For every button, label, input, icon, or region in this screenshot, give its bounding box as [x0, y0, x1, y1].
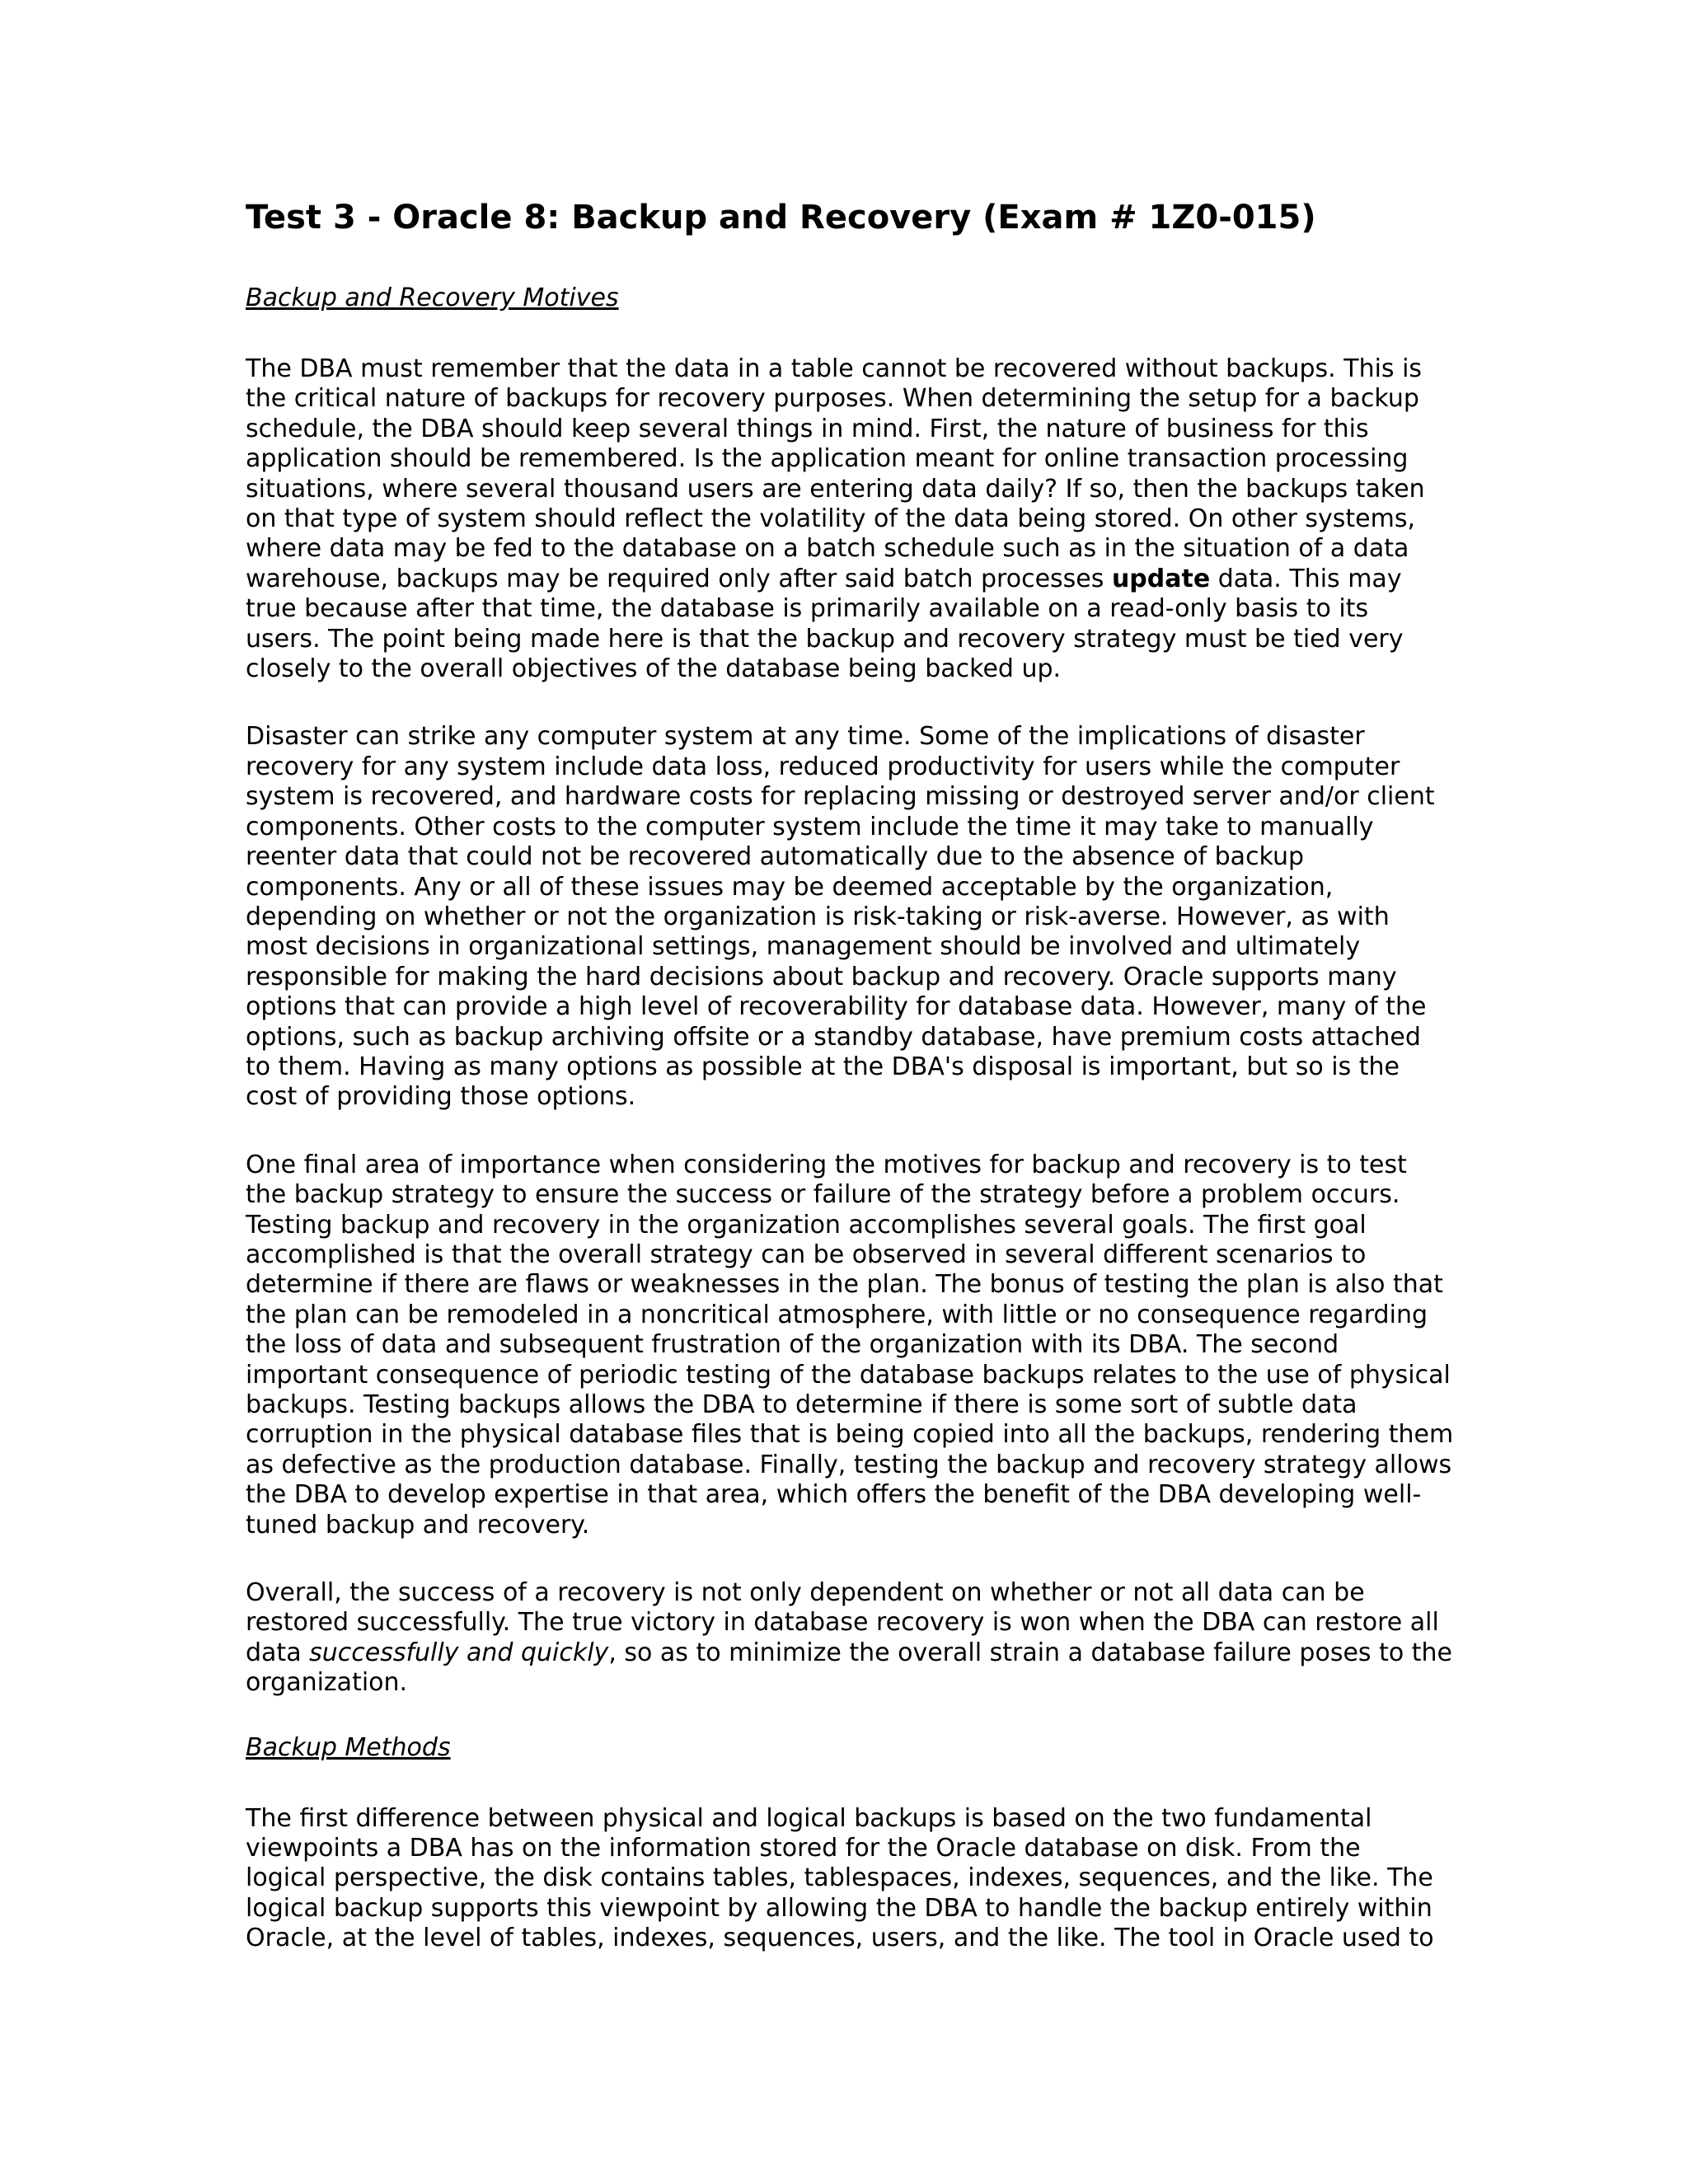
text-line: important consequence of periodic testing of the database backups relates to the use of physical — [246, 1360, 1451, 1390]
text-line: components. Any or all of these issues may be deemed acceptable by the organization, — [246, 872, 1334, 902]
text-line: most decisions in organizational settings, management should be involved and ultimately — [246, 932, 1361, 962]
text-line: The DBA must remember that the data in a table cannot be recovered without backups. This is — [246, 354, 1423, 383]
text-line: where data may be fed to the database on a batch schedule such as in the situation of a data — [246, 534, 1409, 564]
text-line: Testing backup and recovery in the organization accomplishes several goals. The first goal — [246, 1210, 1367, 1240]
text-line: as defective as the production database. Finally, testing the backup and recovery strategy allows — [246, 1450, 1452, 1479]
document-title: Test 3 - Oracle 8: Backup and Recovery (Exam # 1Z0-015) — [246, 199, 1316, 237]
text-line: accomplished is that the overall strategy can be observed in several different scenarios to — [246, 1240, 1367, 1269]
text-line: Overall, the success of a recovery is not only dependent on whether or not all data can be — [246, 1578, 1365, 1608]
text-line: data successfully and quickly, so as to minimize the overall strain a database failure poses to the — [246, 1638, 1452, 1667]
text-line: the critical nature of backups for recovery purposes. When determining the setup for a backup — [246, 384, 1419, 414]
text-line: users. The point being made here is that the backup and recovery strategy must be tied very — [246, 624, 1404, 654]
text-line: system is recovered, and hardware costs for replacing missing or destroyed server and/or client — [246, 782, 1435, 812]
text-line: logical backup supports this viewpoint by allowing the DBA to handle the backup entirely within — [246, 1893, 1432, 1923]
section-heading: Backup and Recovery Motives — [246, 284, 619, 312]
text-line: determine if there are flaws or weaknesses in the plan. The bonus of testing the plan is also that — [246, 1270, 1443, 1300]
text-line: closely to the overall objectives of the database being backed up. — [246, 654, 1062, 684]
text-line: Disaster can strike any computer system at any time. Some of the implications of disaster — [246, 722, 1365, 752]
text-line: on that type of system should reflect the volatility of the data being stored. On other systems, — [246, 504, 1415, 534]
text-line: to them. Having as many options as possible at the DBA's disposal is important, but so is the — [246, 1052, 1400, 1081]
text-line: situations, where several thousand users are entering data daily? If so, then the backups taken — [246, 474, 1425, 504]
italic-emphasis: successfully and quickly — [309, 1638, 609, 1667]
body-paragraph — [246, 722, 1449, 1112]
text-line: responsible for making the hard decisions about backup and recovery. Oracle supports many — [246, 962, 1397, 991]
text-line: the plan can be remodeled in a noncritical atmosphere, with little or no consequence regarding — [246, 1300, 1428, 1329]
text-line: options that can provide a high level of recoverability for database data. However, many of the — [246, 992, 1427, 1022]
body-paragraph — [246, 1578, 1452, 1699]
text-line: restored successfully. The true victory in database recovery is won when the DBA can restore all — [246, 1608, 1439, 1638]
text-line: depending on whether or not the organization is risk-taking or risk-averse. However, as with — [246, 902, 1390, 931]
bold-emphasis: update — [1111, 564, 1211, 593]
body-paragraph — [246, 1804, 1449, 1954]
text-line: corruption in the physical database files that is being copied into all the backups, rendering them — [246, 1420, 1454, 1450]
text-line: the backup strategy to ensure the success or failure of the strategy before a problem occurs. — [246, 1180, 1400, 1210]
text-line: backups. Testing backups allows the DBA to determine if there is some sort of subtle data — [246, 1390, 1357, 1419]
text-line: the DBA to develop expertise in that area, which offers the benefit of the DBA developing well- — [246, 1480, 1422, 1510]
text-line: organization. — [246, 1668, 408, 1698]
body-paragraph — [246, 354, 1449, 684]
text-line: warehouse, backups may be required only after said batch processes update data. This may — [246, 564, 1402, 593]
text-line: components. Other costs to the computer system include the time it may take to manually — [246, 812, 1374, 841]
text-line: options, such as backup archiving offsite or a standby database, have premium costs attached — [246, 1022, 1421, 1052]
text-line: One final area of importance when considering the motives for backup and recovery is to test — [246, 1150, 1407, 1179]
document-page — [246, 194, 1454, 1954]
text-line: cost of providing those options. — [246, 1082, 636, 1112]
text-line: The first difference between physical and logical backups is based on the two fundamental — [246, 1803, 1372, 1833]
text-line: tuned backup and recovery. — [246, 1510, 590, 1540]
section-heading: Backup Methods — [246, 1732, 451, 1762]
text-line: logical perspective, the disk contains tables, tablespaces, indexes, sequences, and the like. The — [246, 1863, 1433, 1893]
text-line: application should be remembered. Is the application meant for online transaction processing — [246, 444, 1409, 474]
text-line: Oracle, at the level of tables, indexes, sequences, users, and the like. The tool in Oracle used to — [246, 1924, 1434, 1953]
text-line: reenter data that could not be recovered automatically due to the absence of backup — [246, 842, 1305, 872]
text-line: true because after that time, the database is primarily available on a read-only basis to its — [246, 594, 1369, 624]
document-body — [246, 284, 1454, 1954]
text-line: viewpoints a DBA has on the information stored for the Oracle database on disk. From the — [246, 1834, 1361, 1863]
text-line: schedule, the DBA should keep several things in mind. First, the nature of business for this — [246, 414, 1369, 443]
text-line: the loss of data and subsequent frustration of the organization with its DBA. The second — [246, 1330, 1339, 1360]
body-paragraph — [246, 1150, 1454, 1540]
text-line: recovery for any system include data loss, reduced productivity for users while the computer — [246, 752, 1400, 781]
